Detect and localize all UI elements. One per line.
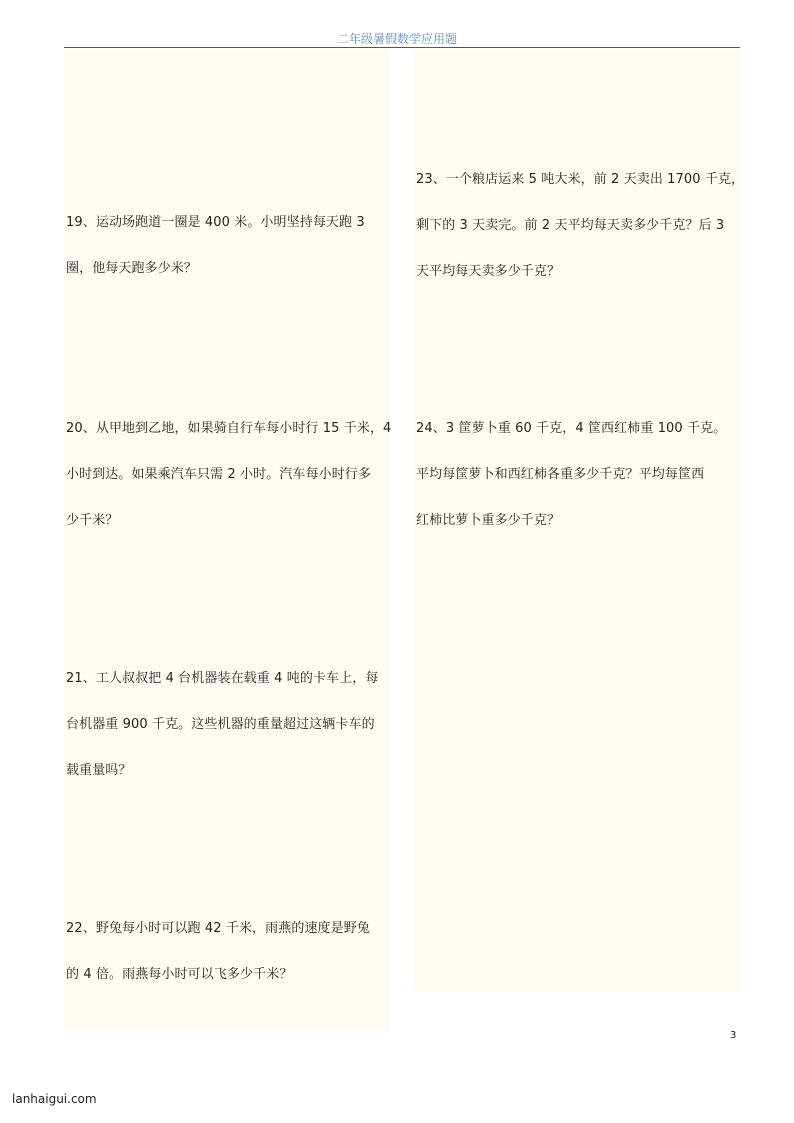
problem-19-line-2: 圈，他每天跑多少米？ — [66, 261, 198, 276]
problem-20 — [66, 406, 391, 544]
problem-23-line-2: 剩下的 3 天卖完。前 2 天平均每天卖多少千克？后 3 — [416, 218, 725, 233]
problem-21 — [66, 656, 378, 794]
problem-20-line-1: 20、从甲地到乙地，如果骑自行车每小时行 15 千米，4 — [66, 421, 392, 436]
problem-19-line-1: 19、运动场跑道一圈是 400 米。小明坚持每天跑 3 — [66, 215, 365, 230]
problem-24-line-3: 红柿比萝卜重多少千克？ — [416, 513, 561, 528]
problem-20-line-3: 少千米？ — [66, 513, 119, 528]
footer-site-link[interactable]: lanhaigui.com — [12, 1092, 97, 1106]
header-divider — [64, 47, 740, 48]
page-header-title: 二年级暑假数学应用题 — [336, 32, 457, 46]
problem-22-line-1: 22、野兔每小时可以跑 42 千米，雨燕的速度是野兔 — [66, 921, 370, 936]
problem-23-line-1: 23、一个粮店运来 5 吨大米，前 2 天卖出 1700 千克， — [416, 172, 745, 187]
problem-22-line-2: 的 4 倍。雨燕每小时可以飞多少千米？ — [66, 967, 293, 982]
problem-21-line-3: 载重量吗？ — [66, 763, 132, 778]
problem-21-line-2: 台机器重 900 千克。这些机器的重量超过这辆卡车的 — [66, 717, 375, 732]
problem-20-line-2: 小时到达。如果乘汽车只需 2 小时。汽车每小时行多 — [66, 467, 372, 482]
page-number: 3 — [730, 1030, 737, 1041]
problem-22 — [66, 906, 370, 998]
problem-24-line-2: 平均每筐萝卜和西红柿各重多少千克？平均每筐西 — [416, 467, 705, 482]
problem-24-line-1: 24、3 筐萝卜重 60 千克，4 筐西红柿重 100 千克。 — [416, 421, 727, 436]
problem-19 — [66, 200, 365, 292]
problem-21-line-1: 21、工人叔叔把 4 台机器装在载重 4 吨的卡车上，每 — [66, 671, 379, 686]
problem-23-line-3: 天平均每天卖多少千克？ — [416, 264, 561, 279]
problem-24 — [416, 406, 726, 544]
column-gap — [390, 76, 414, 1032]
problem-23 — [416, 157, 744, 295]
